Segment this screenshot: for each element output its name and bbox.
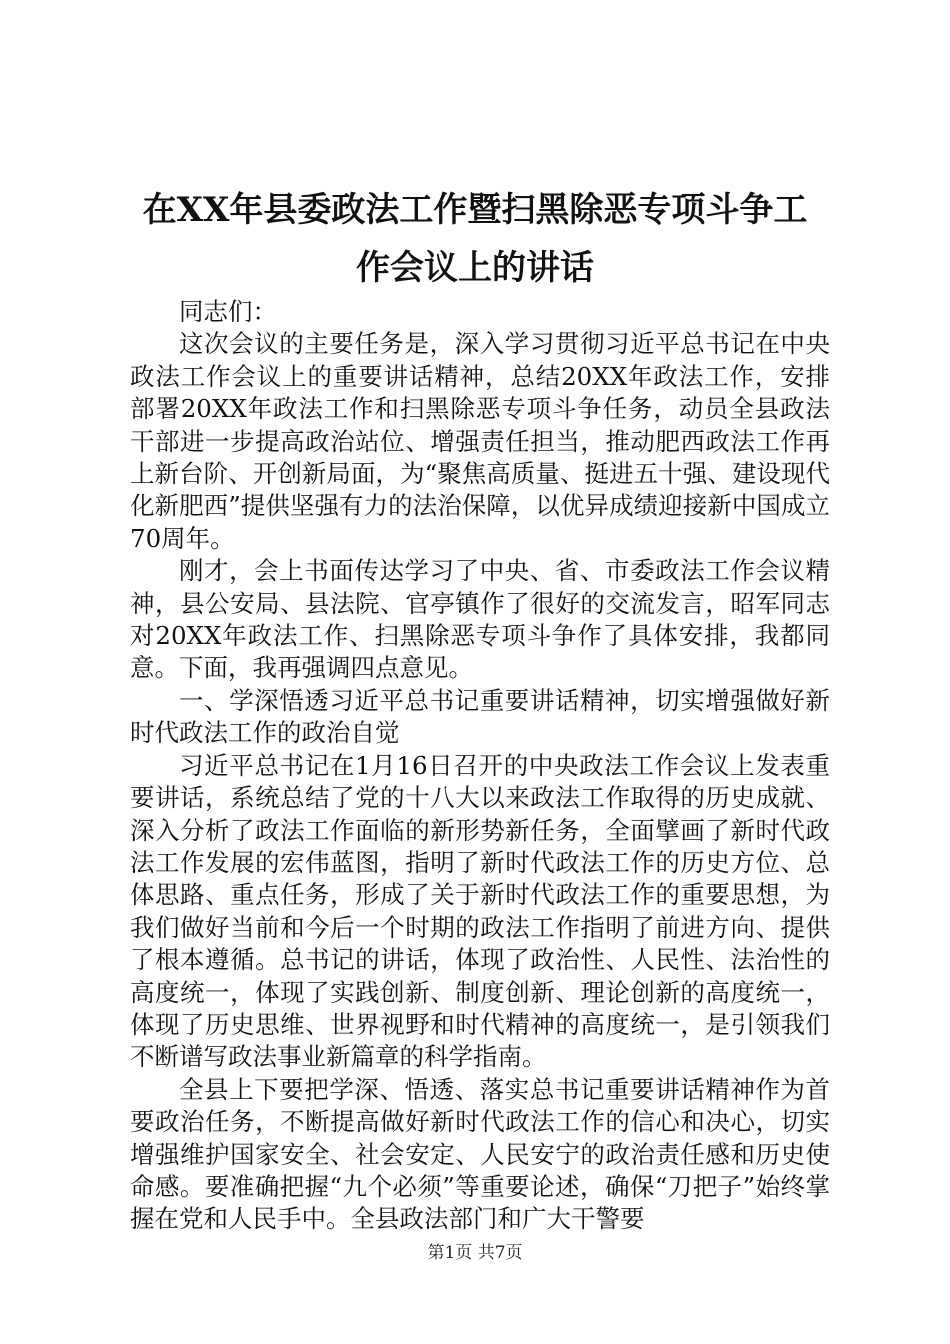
document-body <box>130 296 830 1236</box>
document-title-line-2: 作会议上的讲话 <box>356 248 594 288</box>
section-heading-1: 一、学深悟透习近平总书记重要讲话精神，切实增强做好新时代政法工作的政治自觉 <box>130 685 830 748</box>
page-footer: 第1页 共7页 <box>427 1243 523 1263</box>
paragraph-3: 习近平总书记在1月16日召开的中央政法工作会议上发表重要讲话，系统总结了党的十八大以来政法工作取得的历史成就、深入分析了政法工作面临的新形势新任务，全面擘画了新时代政法工作发展的宏伟蓝图，指明了新时代政法工作的历史方位、总体思路、重点任务，形成了关于新时代政法工作的重要思想，为我们做好当前和今后一个时期的政法工作指明了前进方向、提供了根本遵循。总书记的讲话，体现了政治性、人民性、法治性的高度统一，体现了实践创新、制度创新、理论创新的高度统一，体现了历史思维、世界视野和时代精神的高度统一，是引领我们不断谱写政法事业新篇章的科学指南。 <box>130 750 830 1072</box>
greeting: 同志们： <box>179 297 277 326</box>
paragraph-2: 刚才，会上书面传达学习了中央、省、市委政法工作会议精神，县公安局、县法院、官亭镇作了很好的交流发言，昭军同志对20XX年政法工作、扫黑除恶专项斗争作了具体安排，我都同意。下面，我再强调四点意见。 <box>130 556 830 683</box>
paragraph-1: 这次会议的主要任务是，深入学习贯彻习近平总书记在中央政法工作会议上的重要讲话精神，总结20XX年政法工作，安排部署20XX年政法工作和扫黑除恶专项斗争任务，动员全县政法干部进一步提高政治站位、增强责任担当，推动肥西政法工作再上新台阶、开创新局面，为“聚焦高质量、挺进五十强、建设现代化新肥西”提供坚强有力的法治保障，以优异成绩迎接新中国成立70周年。 <box>130 329 830 553</box>
paragraph-4: 全县上下要把学深、悟透、落实总书记重要讲话精神作为首要政治任务，不断提高做好新时代政法工作的信心和决心，切实增强维护国家安全、社会安定、人民安宁的政治责任感和历史使命感。要准确把握“九个必须”等重要论述，确保“刀把子”始终掌握在党和人民手中。全县政法部门和广大干警要 <box>130 1074 830 1234</box>
document-title-line-1: 在XX年县委政法工作暨扫黑除恶专项斗争工 <box>142 190 808 230</box>
